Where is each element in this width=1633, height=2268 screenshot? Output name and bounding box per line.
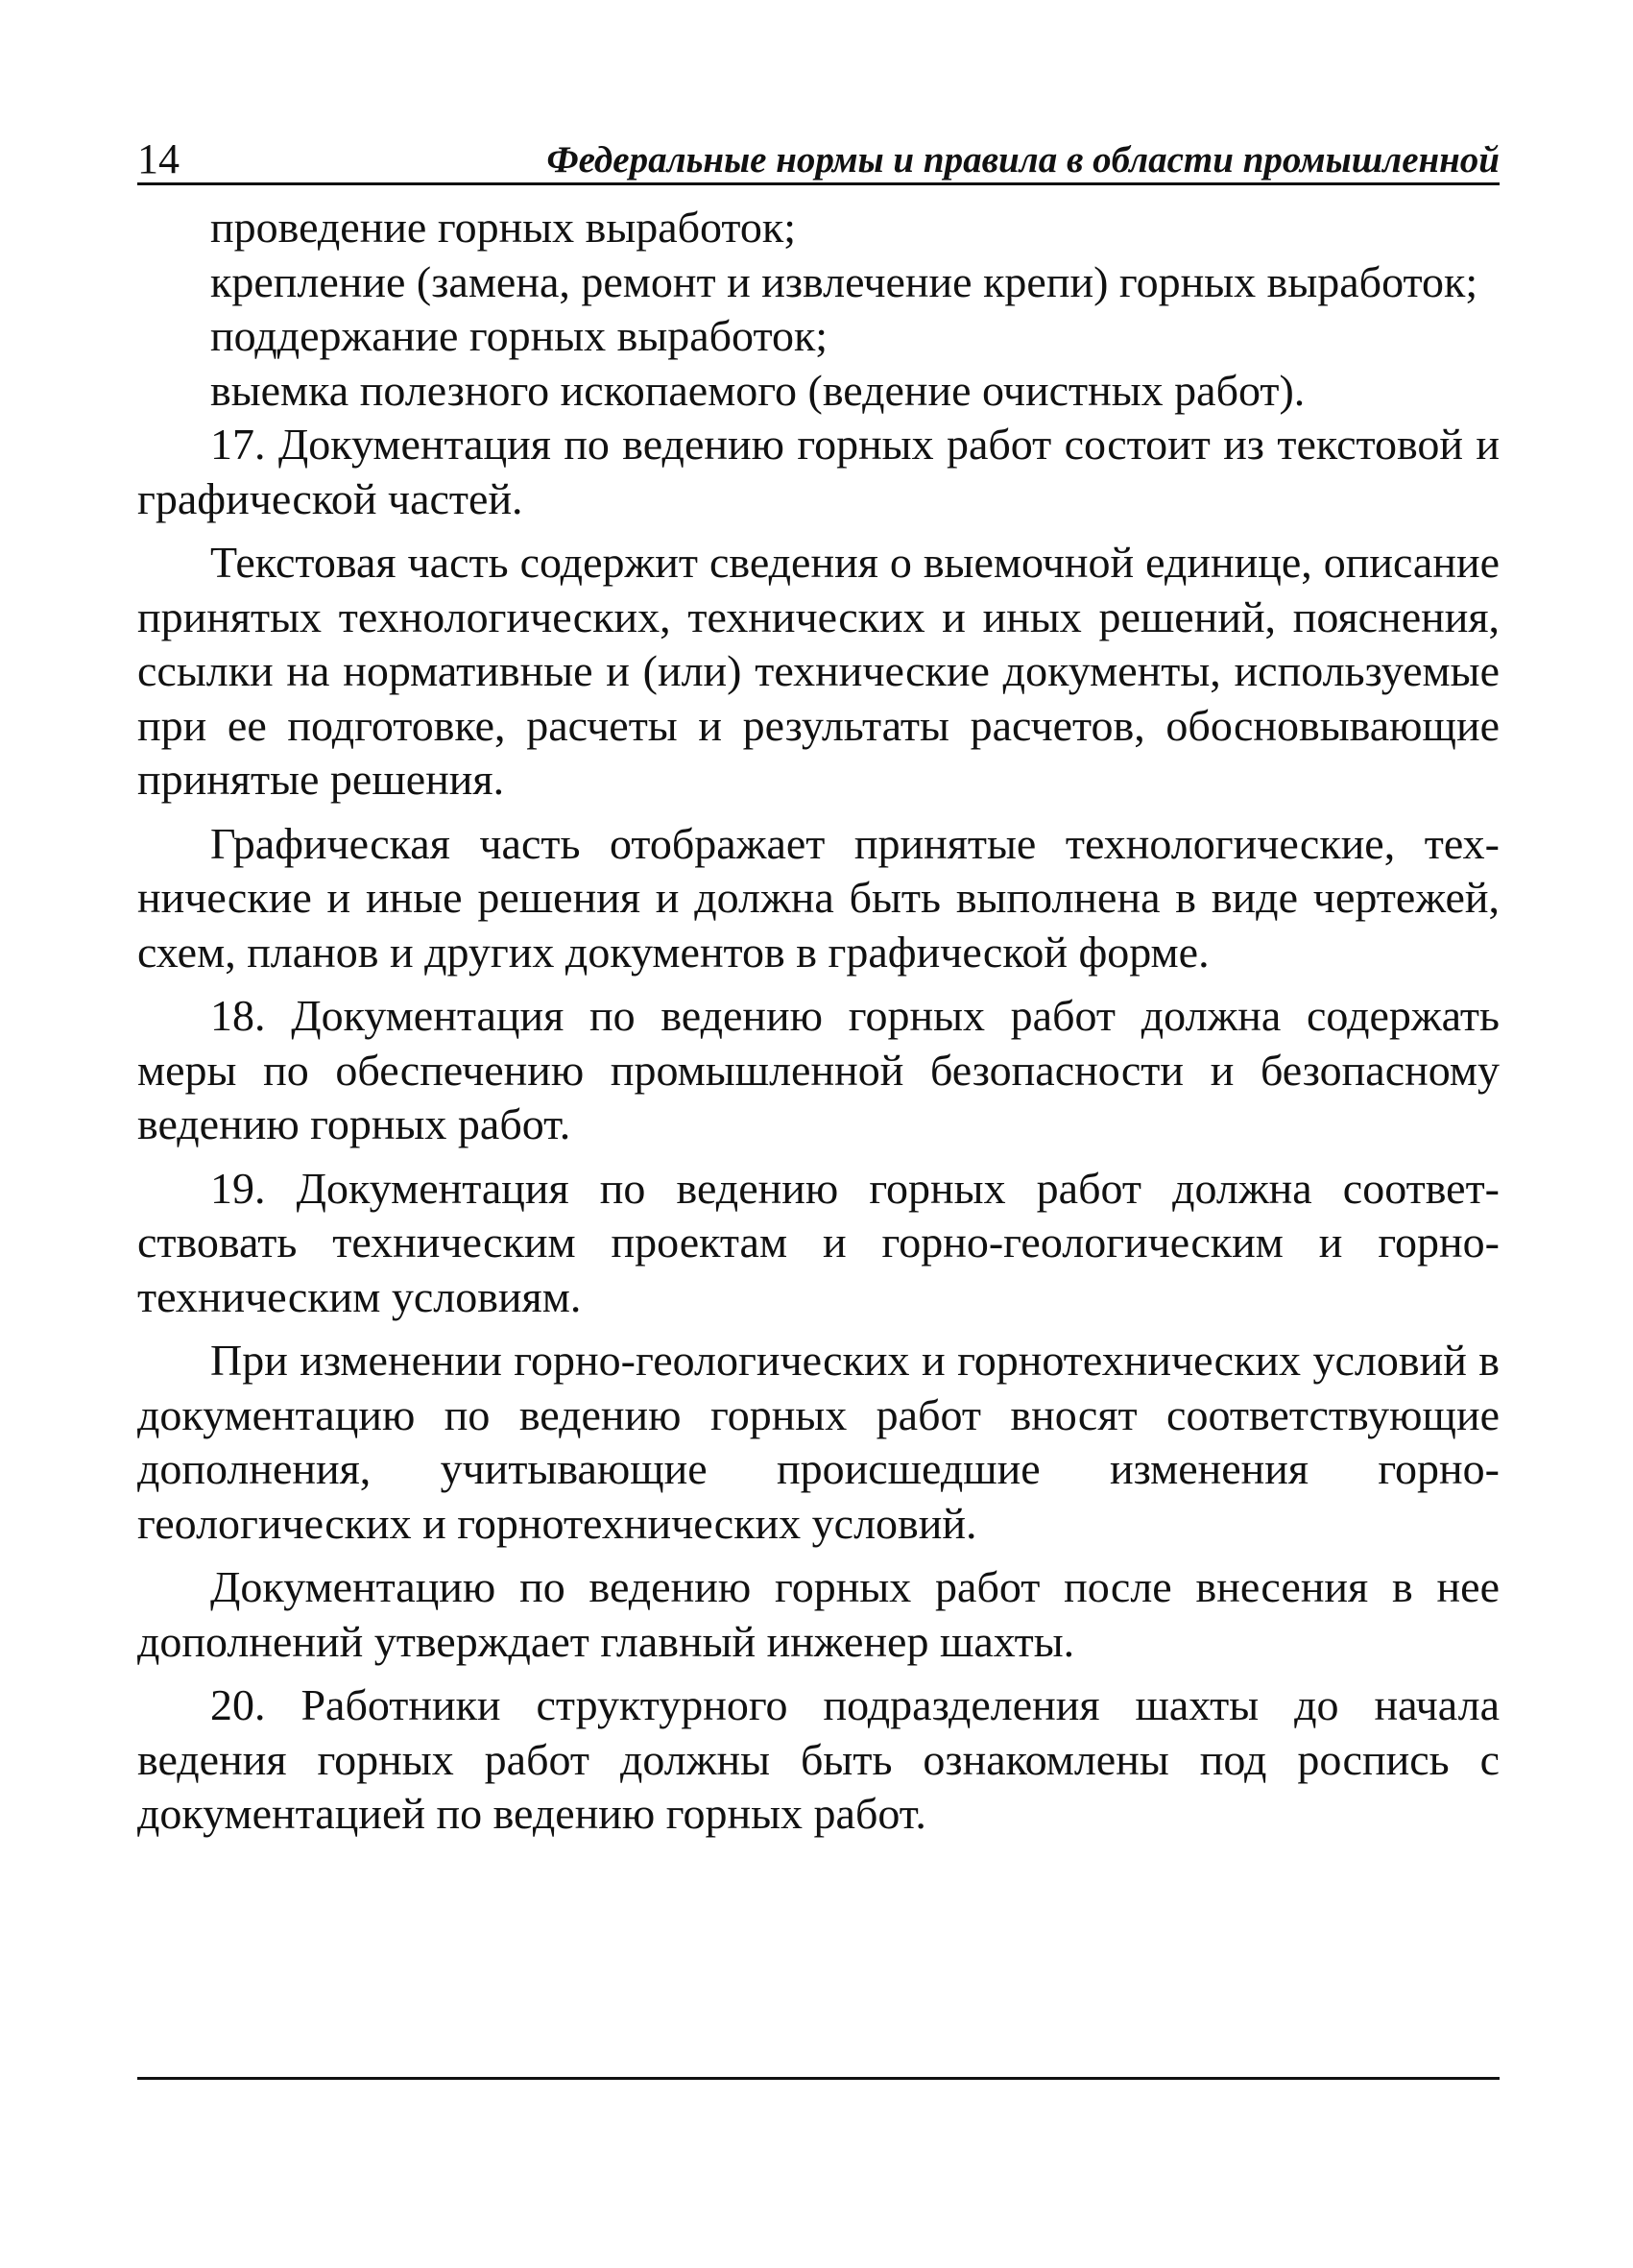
page-body xyxy=(137,201,1500,1842)
paragraph-clause-20: 20. Работники структурного подразделения шахты до начала ведения горных работ должны быть ознакомлены под роспись с документацией по ведению горных работ. xyxy=(137,1680,1500,1838)
paragraph-conditions-change: При изменении горно-геологических и горнотехнических условий в документацию по ведению горных работ вносят соответствующие дополнения, учитывающие происшедшие изменения горно-геологических и горнотехнических условий. xyxy=(137,1336,1500,1548)
paragraph-clause-19: 19. Документация по ведению горных работ должна соответствовать техническим проектам и горно-геологическим и горнотехническим условиям. xyxy=(137,1163,1500,1321)
paragraph-list-item-4: выемка полезного ископаемого (ведение очистных работ). xyxy=(210,365,1306,415)
paragraph-list-item-2: крепление (замена, ремонт и извлечение крепи) горных выработок; xyxy=(210,256,1478,306)
paragraph-approval: Документацию по ведению горных работ после внесения в нее дополнений утверждает главный инженер шахты. xyxy=(137,1562,1500,1666)
paragraph-text-part: Текстовая часть содержит сведения о выемочной единице, описание принятых технологических, технических и иных решений, пояснения, ссылки на нормативные и (или) технические документы, используемые при ее подготовке, расчеты и результаты расчетов, обосновывающие принятые решения. xyxy=(137,538,1500,804)
running-title: Федеральные нормы и правила в области промышленной xyxy=(546,139,1500,181)
paragraph-list-item-1: проведение горных выработок; xyxy=(210,203,797,252)
footer-rule xyxy=(137,2077,1500,2080)
paragraph-list-item-3: поддержание горных выработок; xyxy=(210,311,829,360)
paragraph-clause-17: 17. Документация по ведению горных работ состоит из текстовой и графической частей. xyxy=(137,420,1500,523)
paragraph-clause-18: 18. Документация по ведению горных работ должна содержать меры по обеспечению промышленной безопасности и безопасному ведению горных работ. xyxy=(137,991,1500,1148)
page-header xyxy=(137,127,1500,185)
page-number: 14 xyxy=(137,135,180,182)
paragraph-graphic-part: Графическая часть отображает принятые технологические, технические и иные решения и должна быть выполнена в виде чертежей, схем, планов и других документов в графической форме. xyxy=(137,818,1500,977)
